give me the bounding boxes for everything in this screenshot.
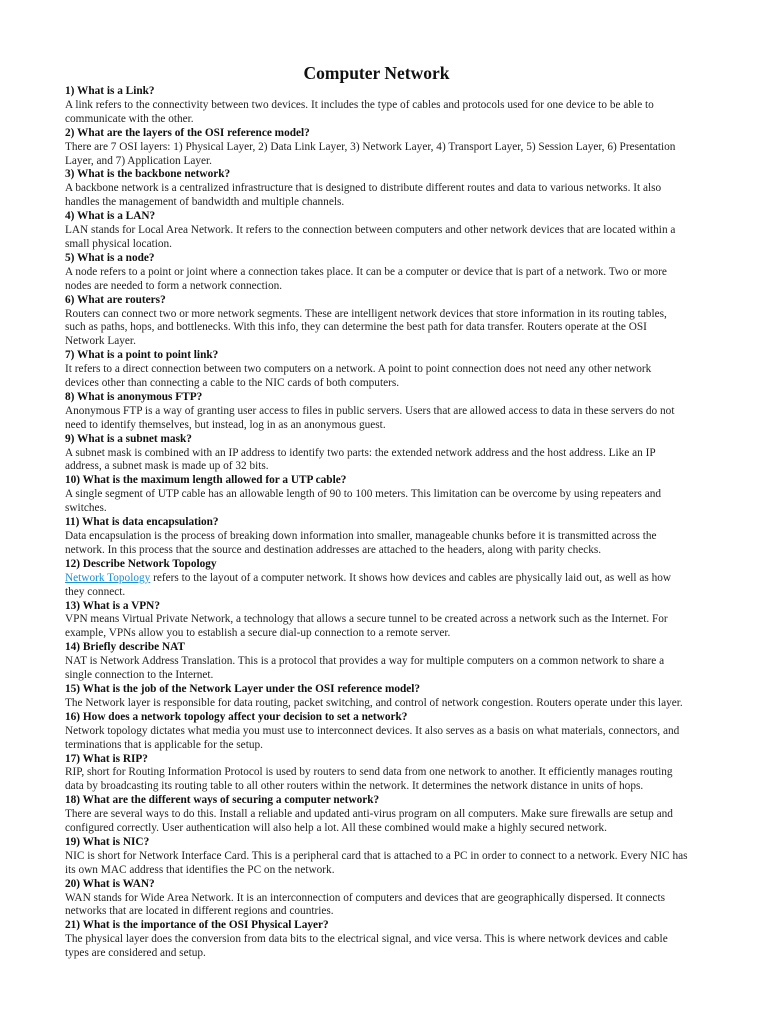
qa-item: [65, 433, 688, 475]
question-heading: 6) What are routers?: [65, 293, 166, 306]
qa-item: [65, 294, 688, 350]
answer-text: It refers to a direct connection between two computers on a network. A point to point connection does not need any other network devices other than connecting a cable to the NIC cards of both computers.: [65, 363, 652, 390]
question-heading: 15) What is the job of the Network Layer under the OSI reference model?: [65, 682, 421, 695]
qa-item: [65, 168, 688, 210]
question-heading: 1) What is a Link?: [65, 85, 155, 97]
answer-text-continuation: refers to the layout of a computer network. It shows how devices and cables are physically laid out, as well as how they connect.: [65, 571, 672, 598]
question-heading: 19) What is NIC?: [65, 835, 150, 848]
answer-text: The physical layer does the conversion from data bits to the electrical signal, and vice versa. This is where network devices and cable types are considered and setup.: [65, 933, 668, 960]
qa-item: [65, 683, 688, 711]
answer-text: RIP, short for Routing Information Protocol is used by routers to send data from one network to another. It efficiently manages routing data by broadcasting its routing table to all other routers within the network. It determines the network distance in units of hops.: [65, 766, 673, 793]
qa-item: [65, 516, 688, 558]
answer-text: The Network layer is responsible for data routing, packet switching, and control of network congestion. Routers operate under this layer.: [65, 696, 683, 709]
answer-text: A backbone network is a centralized infrastructure that is designed to distribute different routes and data to various networks. It also handles the management of bandwidth and multiple channels.: [65, 182, 662, 209]
qa-item: [65, 558, 688, 600]
answer-text: A subnet mask is combined with an IP address to identify two parts: the extended network address and the host address. Like an IP address, a subnet mask is made up of 32 bits.: [65, 446, 656, 473]
question-heading: 5) What is a node?: [65, 251, 155, 264]
question-heading: 2) What are the layers of the OSI reference model?: [65, 126, 310, 139]
qa-item: [65, 600, 688, 642]
qa-item: [65, 474, 688, 516]
question-heading: 10) What is the maximum length allowed for a UTP cable?: [65, 474, 347, 487]
question-heading: 18) What are the different ways of securing a computer network?: [65, 794, 380, 807]
qa-list: [65, 85, 688, 961]
answer-text: NIC is short for Network Interface Card. This is a peripheral card that is attached to a PC in order to connect to a network. Every NIC has its own MAC address that identifies the PC on the network.: [65, 849, 688, 876]
question-heading: 12) Describe Network Topology: [65, 557, 217, 570]
qa-item: [65, 85, 688, 127]
answer-text: [65, 572, 688, 600]
question-heading: 3) What is the backbone network?: [65, 168, 231, 181]
question-heading: 17) What is RIP?: [65, 752, 148, 765]
answer-text: LAN stands for Local Area Network. It refers to the connection between computers and other network devices that are located within a small physical location.: [65, 224, 676, 250]
qa-item: [65, 878, 688, 920]
question-heading: 14) Briefly describe NAT: [65, 641, 185, 654]
answer-text: A node refers to a point or joint where a connection takes place. It can be a computer or device that is part of a network. Two or more nodes are needed to form a network connection.: [65, 265, 667, 292]
qa-item: [65, 753, 688, 795]
answer-text: Routers can connect two or more network segments. These are intelligent network devices that store information in its routing tables, such as paths, hops, and bottlenecks. With this info, they can determine the best path for data transfer. Routers operate at the OSI Network Layer.: [65, 307, 667, 348]
question-heading: 16) How does a network topology affect your decision to set a network?: [65, 710, 408, 723]
document-title: Computer Network: [303, 63, 450, 83]
question-heading: 13) What is a VPN?: [65, 599, 160, 612]
question-heading: 7) What is a point to point link?: [65, 349, 219, 362]
answer-text: There are 7 OSI layers: 1) Physical Layer, 2) Data Link Layer, 3) Network Layer, 4) Transport Layer, 5) Session Layer, 6) Presentation Layer, and 7) Application Layer.: [65, 140, 676, 167]
qa-item: [65, 391, 688, 433]
answer-text: VPN means Virtual Private Network, a technology that allows a secure tunnel to be created across a network such as the Internet. For example, VPNs allow you to establish a secure dial-up connection to a remote server.: [65, 613, 668, 640]
qa-item: [65, 836, 688, 878]
qa-item: [65, 794, 688, 836]
answer-text: There are several ways to do this. Install a reliable and updated anti-virus program on all computers. Make sure firewalls are setup and configured correctly. User authentication will also help a lot. All these combined would make a highly secured network.: [65, 808, 673, 835]
question-heading: 21) What is the importance of the OSI Physical Layer?: [65, 919, 329, 932]
question-heading: 9) What is a subnet mask?: [65, 432, 192, 445]
answer-text: Network topology dictates what media you must use to interconnect devices. It also serves as a basis on what materials, connectors, and terminations that is applicable for the setup.: [65, 724, 680, 751]
qa-item: [65, 127, 688, 169]
qa-item: [65, 711, 688, 753]
answer-text: Anonymous FTP is a way of granting user access to files in public servers. Users that are allowed access to data in these servers do not need to identify themselves, but instead, log in as an anonymous guest.: [65, 404, 675, 431]
qa-item: [65, 641, 688, 683]
qa-item: [65, 349, 688, 391]
qa-item: [65, 919, 688, 961]
question-heading: 8) What is anonymous FTP?: [65, 390, 203, 403]
question-heading: 20) What is WAN?: [65, 877, 155, 890]
network-topology-link[interactable]: Network Topology: [65, 571, 151, 584]
question-heading: 11) What is data encapsulation?: [65, 516, 219, 529]
qa-item: [65, 252, 688, 294]
question-heading: 4) What is a LAN?: [65, 210, 156, 223]
answer-text: WAN stands for Wide Area Network. It is an interconnection of computers and devices that are geographically dispersed. It connects networks that are located in different regions and countries.: [65, 891, 666, 918]
answer-text: A link refers to the connectivity between two devices. It includes the type of cables and protocols used for one device to be able to communicate with the other.: [65, 98, 654, 125]
answer-text: A single segment of UTP cable has an allowable length of 90 to 100 meters. This limitation can be overcome by using repeaters and switches.: [65, 488, 662, 515]
answer-text: NAT is Network Address Translation. This is a protocol that provides a way for multiple computers on a common network to share a single connection to the Internet.: [65, 655, 665, 682]
qa-item: [65, 210, 688, 252]
answer-text: Data encapsulation is the process of breaking down information into smaller, manageable chunks before it is transmitted across the network. In this process that the source and destination addresses are attached to the headers, along with parity checks.: [65, 530, 657, 556]
